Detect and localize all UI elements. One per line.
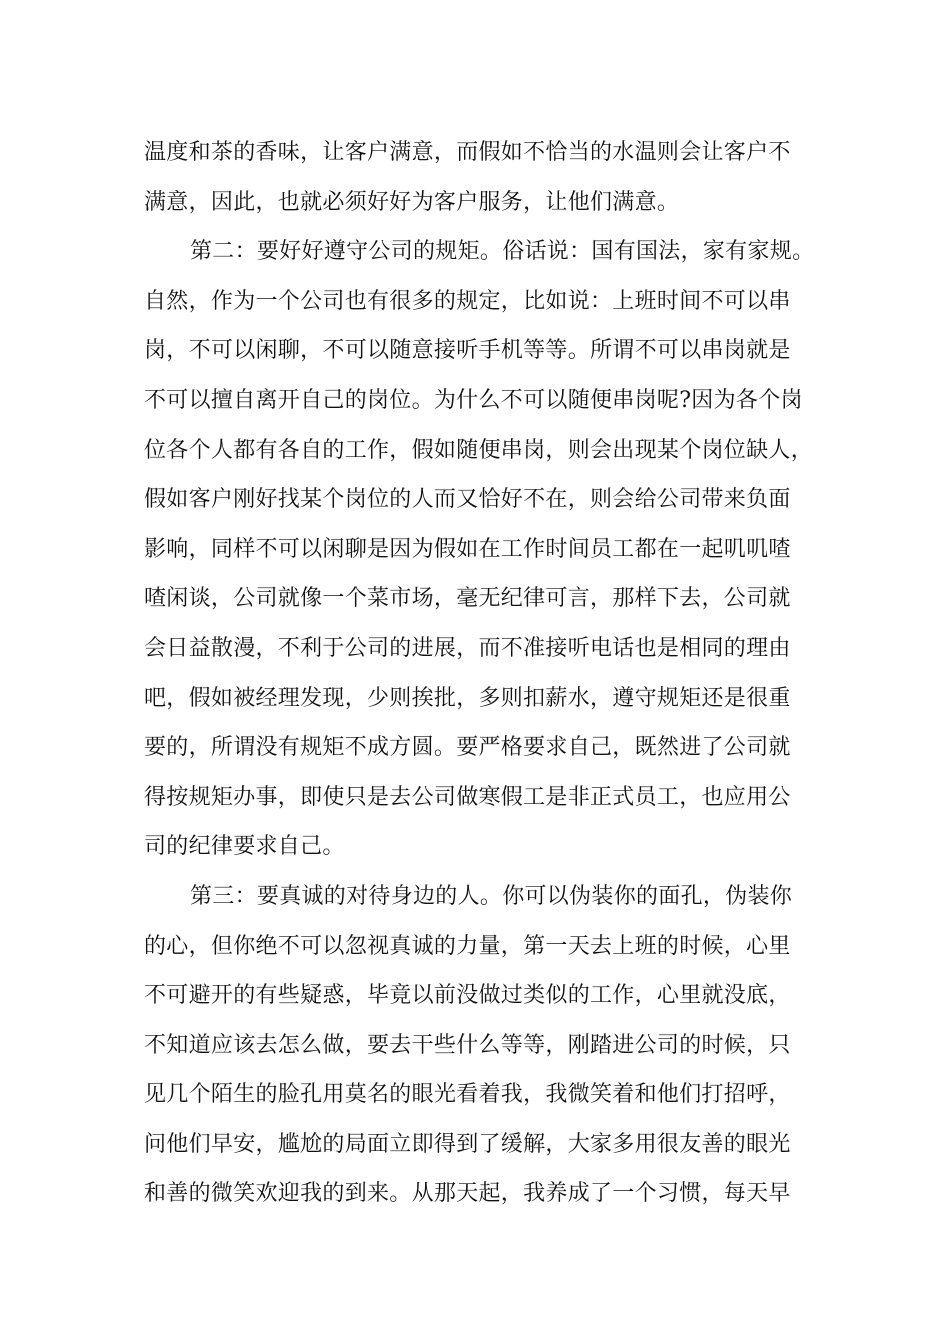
text-line: 温度和茶的香味，让客户满意，而假如不恰当的水温则会让客户不 (144, 140, 791, 165)
text-line: 司的纪律要求自己。 (144, 834, 345, 860)
text-line: 不知道应该去怎么做，要去干些什么等等，刚踏进公司的时候，只 (144, 1032, 791, 1058)
text-line: 岗，不可以闲聊，不可以随意接听手机等等。所谓不可以串岗就是 (144, 338, 791, 364)
text-line: 假如客户刚好找某个岗位的人而又恰好不在，则会给公司带来负面 (144, 487, 791, 513)
text-line: 和善的微笑欢迎我的到来。从那天起，我养成了一个习惯，每天早 (144, 1181, 791, 1207)
text-line: 影响，同样不可以闲聊是因为假如在工作时间员工都在一起叽叽喳 (144, 536, 791, 562)
body-text (144, 128, 824, 1219)
text-line: 吧，假如被经理发现，少则挨批，多则扣薪水，遵守规矩还是很重 (144, 685, 791, 711)
text-line: 的心，但你绝不可以忽视真诚的力量，第一天去上班的时候，心里 (144, 933, 791, 959)
paragraph-start-line: 第二：要好好遵守公司的规矩。俗话说：国有国法，家有家规。 (190, 239, 815, 265)
text-line: 不可以擅自离开自己的岗位。为什么不可以随便串岗呢?因为各个岗 (144, 387, 803, 413)
text-line: 自然，作为一个公司也有很多的规定，比如说：上班时间不可以串 (144, 288, 791, 314)
text-line: 位各个人都有各自的工作，假如随便串岗，则会出现某个岗位缺人， (144, 437, 814, 463)
paragraph-start-line: 第三：要真诚的对待身边的人。你可以伪装你的面孔，伪装你 (190, 883, 793, 909)
text-line: 问他们早安，尴尬的局面立即得到了缓解，大家多用很友善的眼光 (144, 1131, 791, 1157)
text-line: 喳闲谈，公司就像一个菜市场，毫无纪律可言，那样下去，公司就 (144, 586, 791, 612)
text-line: 得按规矩办事，即使只是去公司做寒假工是非正式员工，也应用公 (144, 784, 791, 810)
text-line: 不可避开的有些疑惑，毕竟以前没做过类似的工作，心里就没底， (144, 983, 791, 1009)
text-line: 会日益散漫，不利于公司的进展，而不准接听电话也是相同的理由 (144, 635, 791, 661)
text-line: 见几个陌生的脸孔用莫名的眼光看着我，我微笑着和他们打招呼， (144, 1082, 791, 1108)
text-line: 要的，所谓没有规矩不成方圆。要严格要求自己，既然进了公司就 (144, 735, 791, 761)
text-line: 满意，因此，也就必须好好为客户服务，让他们满意。 (144, 189, 680, 215)
